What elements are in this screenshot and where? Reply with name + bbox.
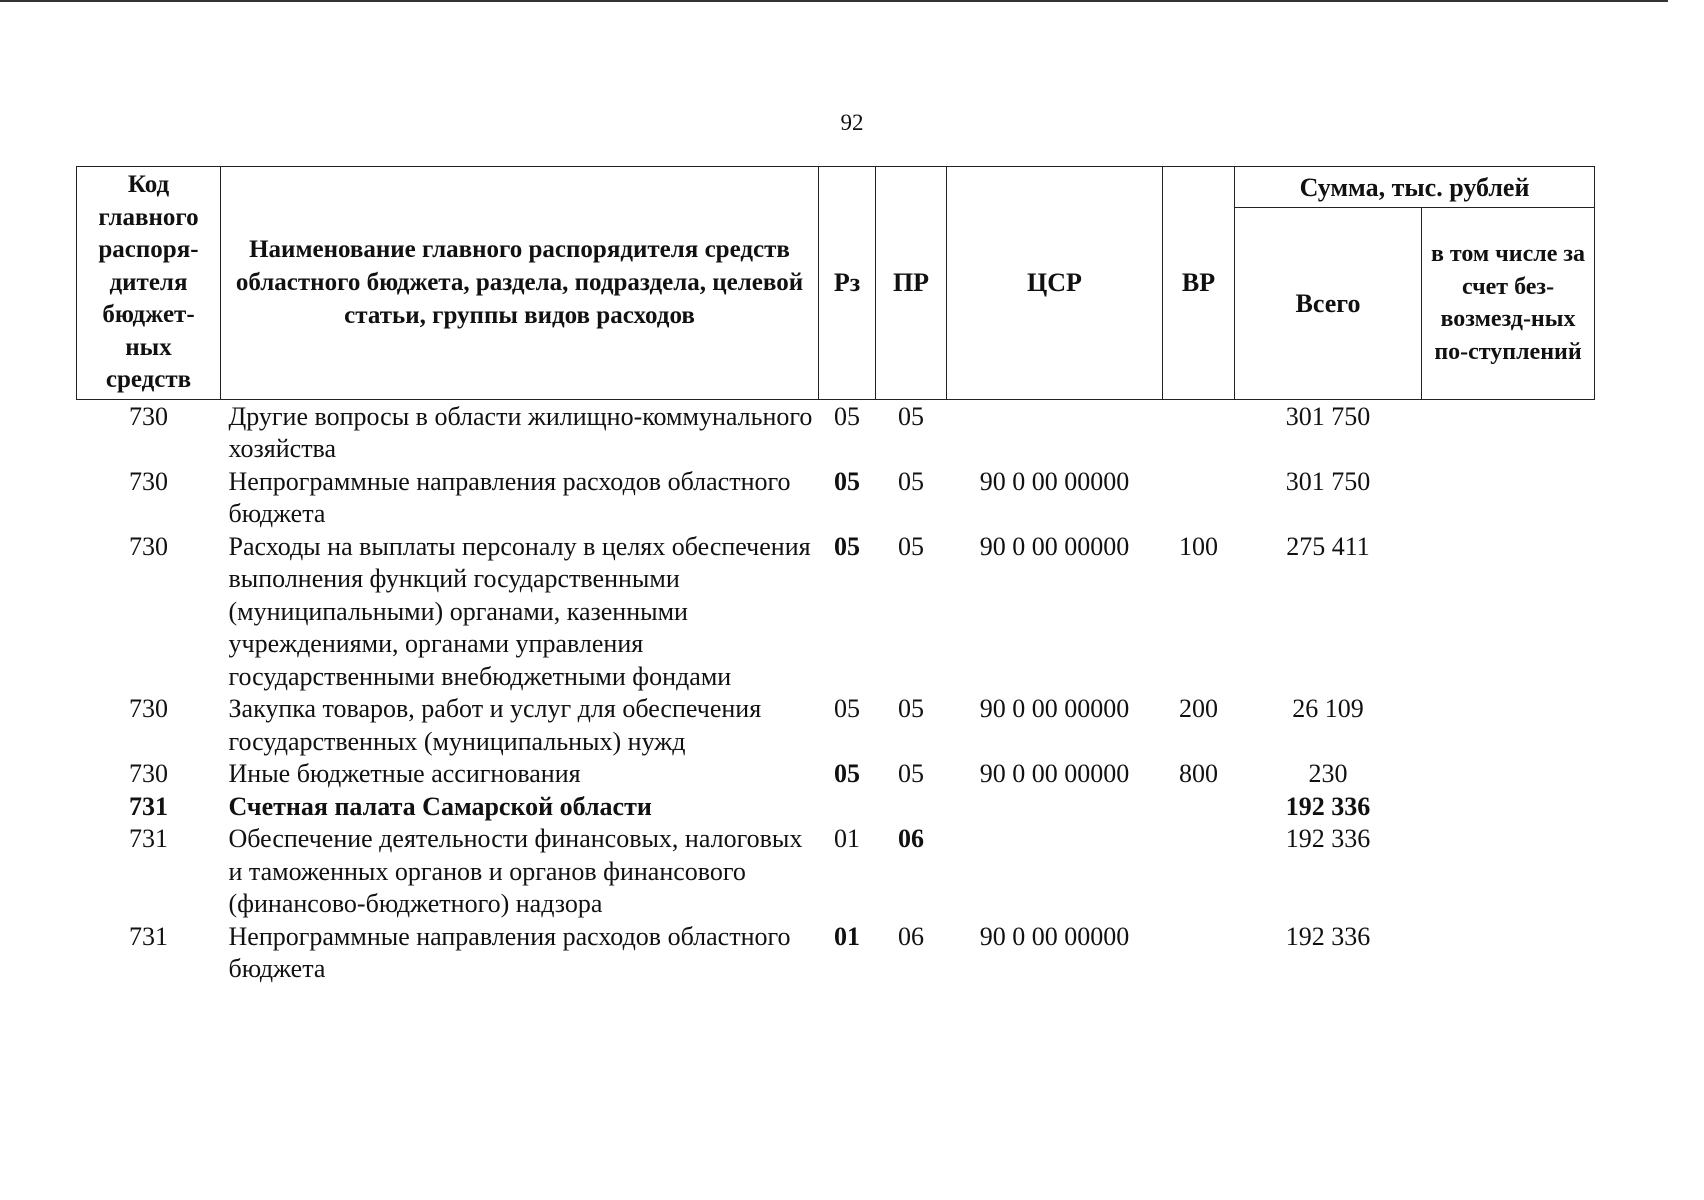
cell-free (1422, 531, 1595, 694)
cell-name: Счетная палата Самарской области (228, 791, 652, 821)
cell-name: Другие вопросы в области жилищно-коммунального хозяйства (228, 401, 813, 463)
cell-csr: 90 0 00 00000 (979, 466, 1130, 496)
cell-name: Иные бюджетные ассигнования (228, 759, 581, 788)
header-rz: Рз (819, 167, 876, 400)
cell-code: 731 (129, 921, 168, 951)
cell-code: 731 (129, 824, 168, 853)
cell-name: Непрограммные направления расходов областного бюджета (228, 466, 791, 528)
header-total: Всего (1235, 208, 1422, 400)
table-row (77, 466, 1595, 531)
cell-free (1422, 758, 1595, 791)
cell-pr: 06 (898, 921, 924, 951)
cell-rz: 05 (834, 759, 860, 788)
cell-code: 730 (129, 531, 168, 561)
cell-total: 275 411 (1286, 531, 1370, 561)
cell-rz: 05 (834, 694, 860, 723)
table-row (77, 921, 1595, 986)
cell-name: Обеспечение деятельности финансовых, налоговых и таможенных органов и органов финансового (финансово-бюджетного) надзора (228, 824, 803, 918)
cell-pr: 05 (898, 694, 924, 723)
cell-code: 730 (129, 694, 168, 723)
cell-vr: 800 (1179, 759, 1218, 788)
cell-total: 301 750 (1285, 466, 1371, 496)
header-sum-group: Сумма, тыс. рублей (1235, 167, 1595, 208)
cell-csr: 90 0 00 00000 (979, 921, 1130, 951)
cell-code: 731 (129, 791, 168, 821)
cell-total: 192 336 (1285, 921, 1371, 951)
cell-vr: 200 (1179, 694, 1218, 723)
cell-code: 730 (129, 466, 168, 496)
cell-csr: 90 0 00 00000 (979, 759, 1130, 788)
cell-vr (1163, 466, 1235, 531)
cell-total: 192 336 (1285, 791, 1371, 821)
cell-csr: 90 0 00 00000 (979, 531, 1130, 561)
cell-rz (819, 791, 876, 824)
cell-free (1422, 921, 1595, 986)
cell-rz: 05 (834, 401, 860, 431)
cell-code: 730 (129, 759, 168, 788)
cell-total: 26 109 (1292, 694, 1364, 723)
cell-pr (876, 791, 947, 824)
table-row (77, 758, 1595, 791)
header-pr: ПР (876, 167, 947, 400)
table-row (77, 399, 1595, 466)
cell-rz: 05 (834, 531, 860, 561)
cell-rz: 01 (834, 824, 860, 853)
cell-total: 301 750 (1285, 401, 1371, 431)
cell-pr: 06 (898, 824, 924, 853)
cell-rz: 05 (834, 466, 860, 496)
cell-pr: 05 (898, 466, 924, 496)
cell-pr: 05 (898, 531, 924, 561)
cell-total: 230 (1308, 759, 1348, 788)
table-body (77, 399, 1595, 986)
cell-vr (1163, 791, 1235, 824)
cell-pr: 05 (898, 401, 924, 431)
header-csr: ЦСР (947, 167, 1163, 400)
cell-csr (947, 399, 1163, 466)
cell-free (1422, 693, 1595, 758)
cell-csr (947, 791, 1163, 824)
table-row (77, 823, 1595, 921)
cell-vr (1163, 399, 1235, 466)
header-free: в том числе за счет без-возмезд-ных по-ступлений (1422, 208, 1595, 400)
header-name: Наименование главного распорядителя средств областного бюджета, раздела, подраздела, целевой статьи, группы видов расходов (221, 167, 819, 400)
cell-name: Расходы на выплаты персоналу в целях обеспечения выполнения функций государственными (муниципальными) органами, казенными учреждениями, органами управления государственными внебюджетными фондами (228, 531, 811, 691)
cell-free (1422, 399, 1595, 466)
table-row (77, 791, 1595, 824)
header-vr: ВР (1163, 167, 1235, 400)
budget-table (76, 166, 1595, 986)
cell-free (1422, 791, 1595, 824)
cell-name: Непрограммные направления расходов областного бюджета (228, 921, 791, 983)
table-row (77, 531, 1595, 694)
table-row (77, 693, 1595, 758)
cell-csr (947, 823, 1163, 921)
cell-free (1422, 823, 1595, 921)
cell-vr (1163, 823, 1235, 921)
cell-code: 730 (129, 401, 168, 431)
table-header (77, 167, 1595, 400)
cell-free (1422, 466, 1595, 531)
cell-rz: 01 (834, 921, 860, 951)
page-number: 92 (840, 110, 864, 135)
top-border-line (0, 0, 1668, 2)
cell-total: 192 336 (1285, 824, 1371, 853)
cell-vr (1163, 921, 1235, 986)
cell-pr: 05 (898, 759, 924, 788)
cell-csr: 90 0 00 00000 (979, 694, 1130, 723)
cell-name: Закупка товаров, работ и услуг для обеспечения государственных (муниципальных) нужд (228, 694, 762, 756)
cell-vr: 100 (1179, 531, 1218, 561)
header-code: Код главного распоря-дителя бюджет-ных средств (77, 167, 221, 400)
